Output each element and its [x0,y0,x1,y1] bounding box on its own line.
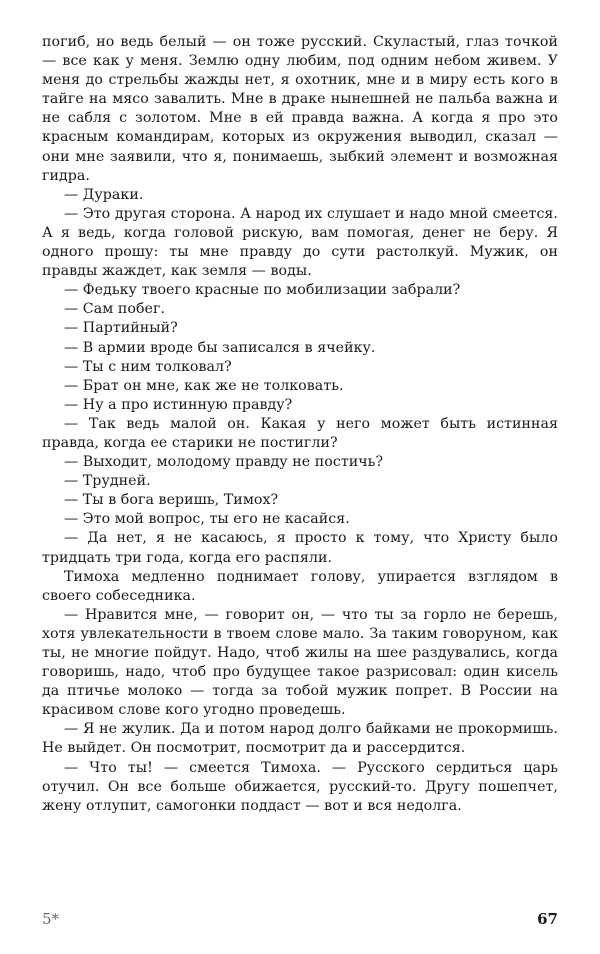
dialogue-line: — Партийный? [64,320,178,337]
dialogue-line: — Ты с ним толковал? [64,358,232,375]
narrative-paragraph: Тимоха медленно поднимает голову, упирается взглядом в своего собеседника. [42,568,558,604]
dialogue-line: — Да нет, я не касаюсь, я просто к тому, что Христу было тридцать три года, когда его распяли. [42,530,558,566]
dialogue-line: — Так ведь малой он. Какая у него может быть истинная правда, когда ее старики не постигли? [42,415,558,451]
signature-mark: 5* [42,910,60,928]
dialogue-line: — Нравится мне, — говорит он, — что ты за горло не берешь, хотя увлекательности в твоем слове мало. За таким говоруном, как ты, не многие пойдут. Надо, чтоб жилы на шее раздувались, когда говоришь, надо, чтоб про будущее такое разрисовал: один кисель да птичье молоко — тогда за тобой мужик попрет. В России на красивом слове кого угодно проведешь. [42,606,558,719]
dialogue-line: — Дураки. [64,186,144,203]
page-number: 67 [537,910,558,928]
dialogue-line: — Брат он мне, как же не толковать. [64,377,344,394]
dialogue-line: — Выходит, молодому правду не постичь? [64,454,384,471]
dialogue-line: — Федьку твоего красные по мобилизации забрали? [64,282,461,299]
paragraph-continuation: погиб, но ведь белый — он тоже русский. Скуластый, глаз точкой — все как у меня. Землю одну любим, под одним небом живем. У меня до стрельбы жажды нет, я охотник, мне и в миру есть кого в тайге на мясо завалить. Мне в драке нынешней не пальба важна и не сабля с золотом. Мне в ей правда важна. А когда я про это красным командирам, которых из окружения выводил, сказал — они мне заявили, что я, понимаешь, зыбкий элемент и возможная гидра. [42,34,558,184]
dialogue-line: — Ты в бога веришь, Тимох? [64,492,279,509]
page-body-text [42,33,558,816]
dialogue-line: — Это другая сторона. А народ их слушает и надо мной смеется. А я ведь, когда головой рискую, вам помогая, денег не беру. Я одного прошу: ты мне правду до сути растолкуй. Мужик, он правды жаждет, как земля — воды. [42,205,558,280]
dialogue-line: — В армии вроде бы записался в ячейку. [64,339,376,356]
dialogue-line: — Я не жулик. Да и потом народ долго байками не прокормишь. Не выйдет. Он посмотрит, посмотрит да и рассердится. [42,721,558,757]
dialogue-line: — Это мой вопрос, ты его не касайся. [64,511,350,528]
dialogue-line: — Ну а про истинную правду? [64,396,293,413]
dialogue-line: — Сам побег. [64,301,166,318]
dialogue-line: — Что ты! — смеется Тимоха. — Русского сердиться царь отучил. Он все больше обижается, русский-то. Другу пошепчет, жену отлупит, самогонки поддаст — вот и вся недолга. [42,759,558,814]
dialogue-line: — Трудней. [64,473,151,490]
